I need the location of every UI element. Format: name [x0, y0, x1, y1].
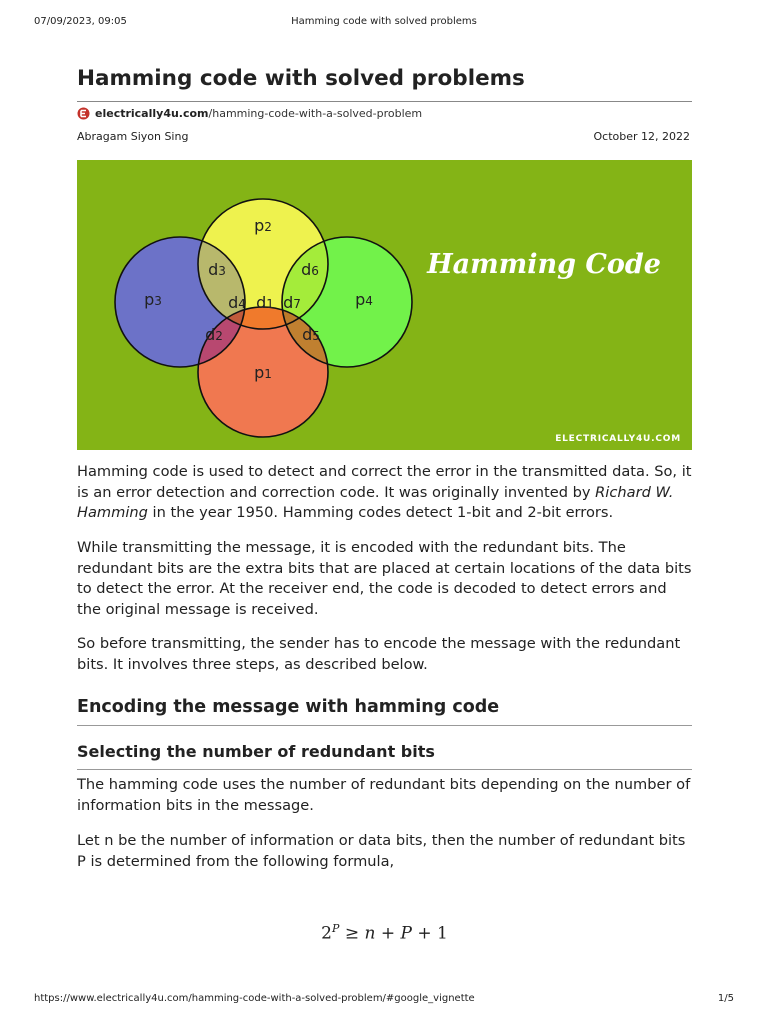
redundant-count-paragraph: The hamming code uses the number of redundant bits depending on the number of information bits in the message.	[77, 776, 691, 814]
intro-text-1: Hamming code is used to detect and correct the error in the transmitted data. So, it is an error detection and correction code. It was originally invented by	[77, 463, 692, 501]
redundant-bits-paragraph: While transmitting the message, it is encoded with the redundant bits. The redundant bits are the extra bits that are placed at certain locations of the data bits to detect the error. At the receiver end, the code is decoded to detect errors and the original message is received.	[77, 539, 692, 618]
hamming-formula	[77, 922, 692, 944]
formula-n: n	[364, 923, 376, 944]
print-header	[34, 16, 734, 30]
label-p4: p4	[355, 290, 373, 309]
source-link[interactable]	[77, 107, 422, 120]
label-d6: d6	[301, 260, 319, 279]
label-d4: d4	[228, 293, 246, 312]
print-datetime: 07/09/2023, 09:05	[34, 16, 127, 27]
hero-watermark: ELECTRICALLY4U.COM	[555, 434, 681, 444]
print-doc-title: Hamming code with solved problems	[291, 16, 477, 27]
subsection-divider	[77, 769, 692, 770]
formula-geq: ≥	[344, 923, 360, 944]
formula-base: 2	[321, 923, 332, 944]
subsection-heading-selecting: Selecting the number of redundant bits	[77, 742, 435, 761]
label-p1: p1	[254, 363, 272, 382]
title-divider	[77, 101, 692, 102]
section-heading-encoding: Encoding the message with hamming code	[77, 697, 500, 717]
hamming-venn-diagram	[77, 160, 692, 450]
formula-p: P	[400, 923, 412, 944]
inventor-name: Richard W. Hamming	[77, 483, 674, 521]
publish-date: October 12, 2022	[593, 130, 690, 143]
label-d5: d5	[302, 325, 320, 344]
print-footer	[34, 993, 734, 1007]
label-p3: p3	[144, 290, 162, 309]
formula-one: 1	[437, 923, 448, 944]
source-domain[interactable]: electrically4u.com	[95, 107, 209, 120]
section-divider	[77, 725, 692, 726]
label-d3: d3	[208, 260, 226, 279]
label-d2: d2	[205, 325, 223, 344]
site-logo-icon	[77, 107, 90, 120]
source-path[interactable]: /hamming-code-with-a-solved-problem	[208, 107, 423, 120]
label-p2: p2	[254, 216, 272, 235]
formula-intro-paragraph: Let n be the number of information or data bits, then the number of redundant bits P is determined from the following formula,	[77, 832, 686, 870]
intro-text-2: in the year 1950. Hamming codes detect 1-bit and 2-bit errors.	[147, 504, 614, 521]
intro-paragraph	[77, 462, 692, 524]
formula-exponent: P	[332, 922, 340, 935]
page-title: Hamming code with solved problems	[77, 66, 525, 91]
encoding-steps-paragraph: So before transmitting, the sender has to encode the message with the redundant bits. It involves three steps, as described below.	[77, 635, 681, 673]
hero-image	[77, 160, 692, 450]
hero-heading: Hamming Code	[427, 249, 661, 280]
print-page-number: 1/5	[717, 993, 734, 1004]
label-d1: d1	[256, 293, 274, 312]
formula-plus-2: +	[417, 923, 432, 944]
print-url[interactable]: https://www.electrically4u.com/hamming-code-with-a-solved-problem/#google_vignette	[34, 993, 475, 1004]
author: Abragam Siyon Sing	[77, 130, 189, 143]
label-d7: d7	[283, 293, 301, 312]
formula-plus-1: +	[380, 923, 396, 944]
